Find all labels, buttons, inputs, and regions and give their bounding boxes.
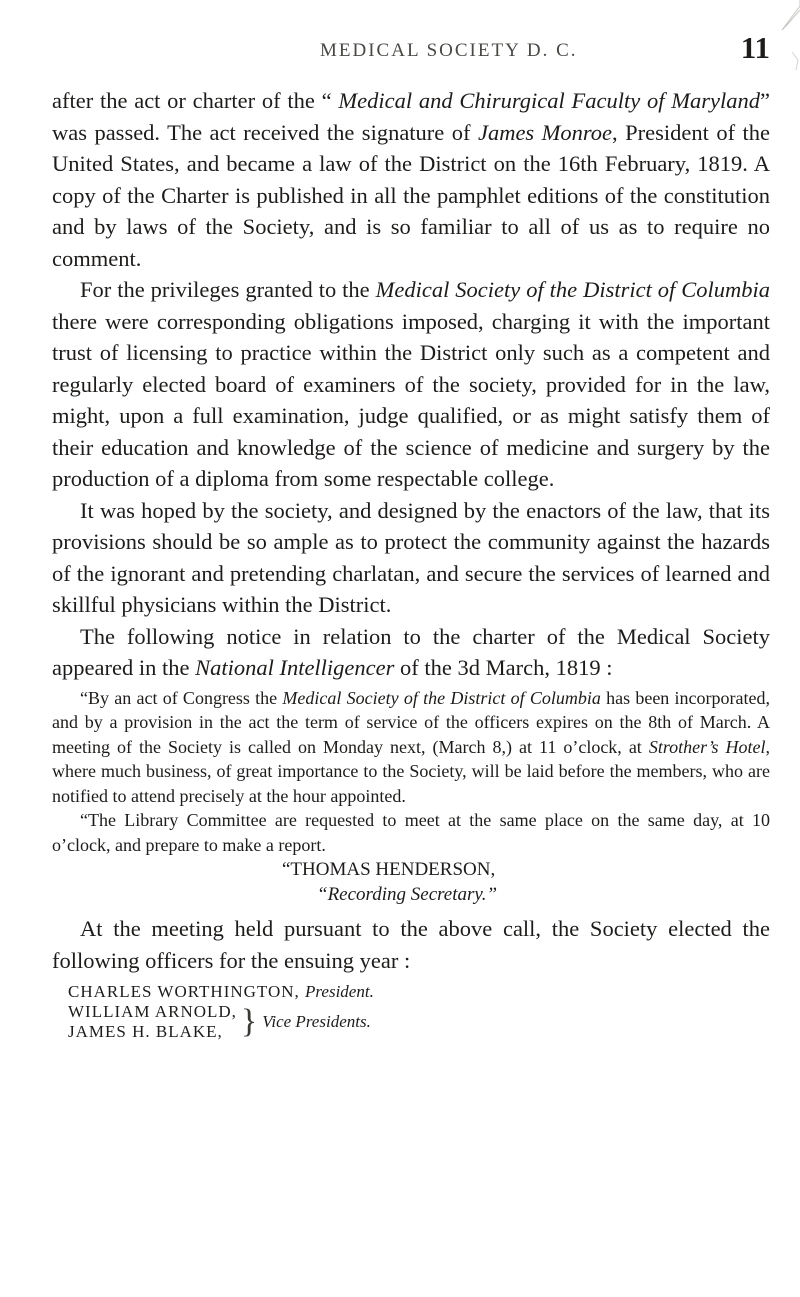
paragraph-4: [52, 621, 770, 684]
p4-text-b: of the 3d March, 1819 :: [394, 655, 613, 680]
p1-text-b: ” was passed. The act received the signature of: [52, 88, 770, 145]
officer-vice-presidents: [68, 1002, 770, 1042]
p2-text-b: there were corresponding obligations imposed, charging it with the important trust of licensing to practice within the District only such as a competent and regularly elected board of examiners of the society, provided for in the law, might, upon a full examination, judge qualified, or as might satisfy them of their education and knowledge of the science of medicine and surgery by the production of a diploma from some respectable college.: [52, 308, 770, 491]
notice-paragraph-2: “The Library Committee are requested to meet at the same place on the same day, at 10 o’clock, and prepare to make a report.: [52, 810, 770, 855]
paragraph-5: At the meeting held pursuant to the above call, the Society elected the following officers for the ensuing year :: [52, 916, 770, 973]
p1-text-a: after the act or charter of the “: [52, 88, 339, 113]
p1-italic-faculty: Medical and Chirurgical Faculty of Maryland: [338, 88, 760, 113]
vice-president-1-name: WILLIAM ARNOLD,: [68, 1002, 237, 1021]
page-number: 11: [740, 30, 770, 65]
n1-italic-society: Medical Society of the District of Columbia: [282, 687, 601, 708]
n1-italic-hotel: Strother’s Hotel: [648, 736, 766, 757]
officers-list: [68, 982, 770, 1042]
paragraph-1: [52, 85, 770, 274]
body-text: [52, 85, 770, 1042]
page-header: [320, 30, 770, 80]
president-role: President.: [305, 982, 374, 1001]
president-name: CHARLES WORTHINGTON,: [68, 982, 300, 1001]
p2-italic-society: Medical Society of the District of Columbia: [375, 277, 770, 302]
notice-paragraph-1: [52, 686, 770, 809]
n1-text-b: has been incorporated, and by a provision in the act the term of service of the officers expires on the 8th of March. A meeting of the Society is called on Monday next, (March 8,) at 11 o’clock, at: [52, 687, 771, 757]
paragraph-2: [52, 274, 770, 495]
running-head: MEDICAL SOCIETY D. C.: [320, 40, 578, 61]
p1-text-c: , President of the United States, and became a law of the District on the 16th February, 1819. A copy of the Charter is published in all the pamphlet editions of the constitution and by laws of the Society, and is so familiar to all of us as to require no comment.: [52, 119, 771, 271]
newspaper-notice: [52, 686, 770, 908]
n1-text-c: , where much business, of great importance to the Society, will be laid before the members, who are notified to attend precisely at the hour appointed.: [52, 736, 771, 806]
paragraph-3: It was hoped by the society, and designed by the enactors of the law, that its provisions should be so ample as to protect the community against the hazards of the ignorant and pretending charlatan, and secure the services of learned and skillful physicians within the District.: [52, 497, 770, 617]
signature-role: “Recording Secretary.”: [317, 884, 498, 905]
p4-text-a: The following notice in relation to the charter of the Medical Society appeared in the: [52, 623, 770, 680]
right-brace-icon: }: [240, 1003, 259, 1040]
p1-italic-monroe: James Monroe: [477, 119, 613, 145]
p4-italic-intelligencer: National Intelligencer: [195, 655, 395, 680]
n1-text-a: “By an act of Congress the: [80, 687, 283, 708]
vice-presidents-role: Vice Presidents.: [262, 1012, 371, 1031]
officer-president: [68, 982, 770, 1002]
p2-text-a: For the privileges granted to the: [80, 277, 376, 302]
vice-president-2-name: JAMES H. BLAKE,: [68, 1022, 223, 1041]
signature-name: “THOMAS HENDERSON,: [282, 859, 496, 880]
